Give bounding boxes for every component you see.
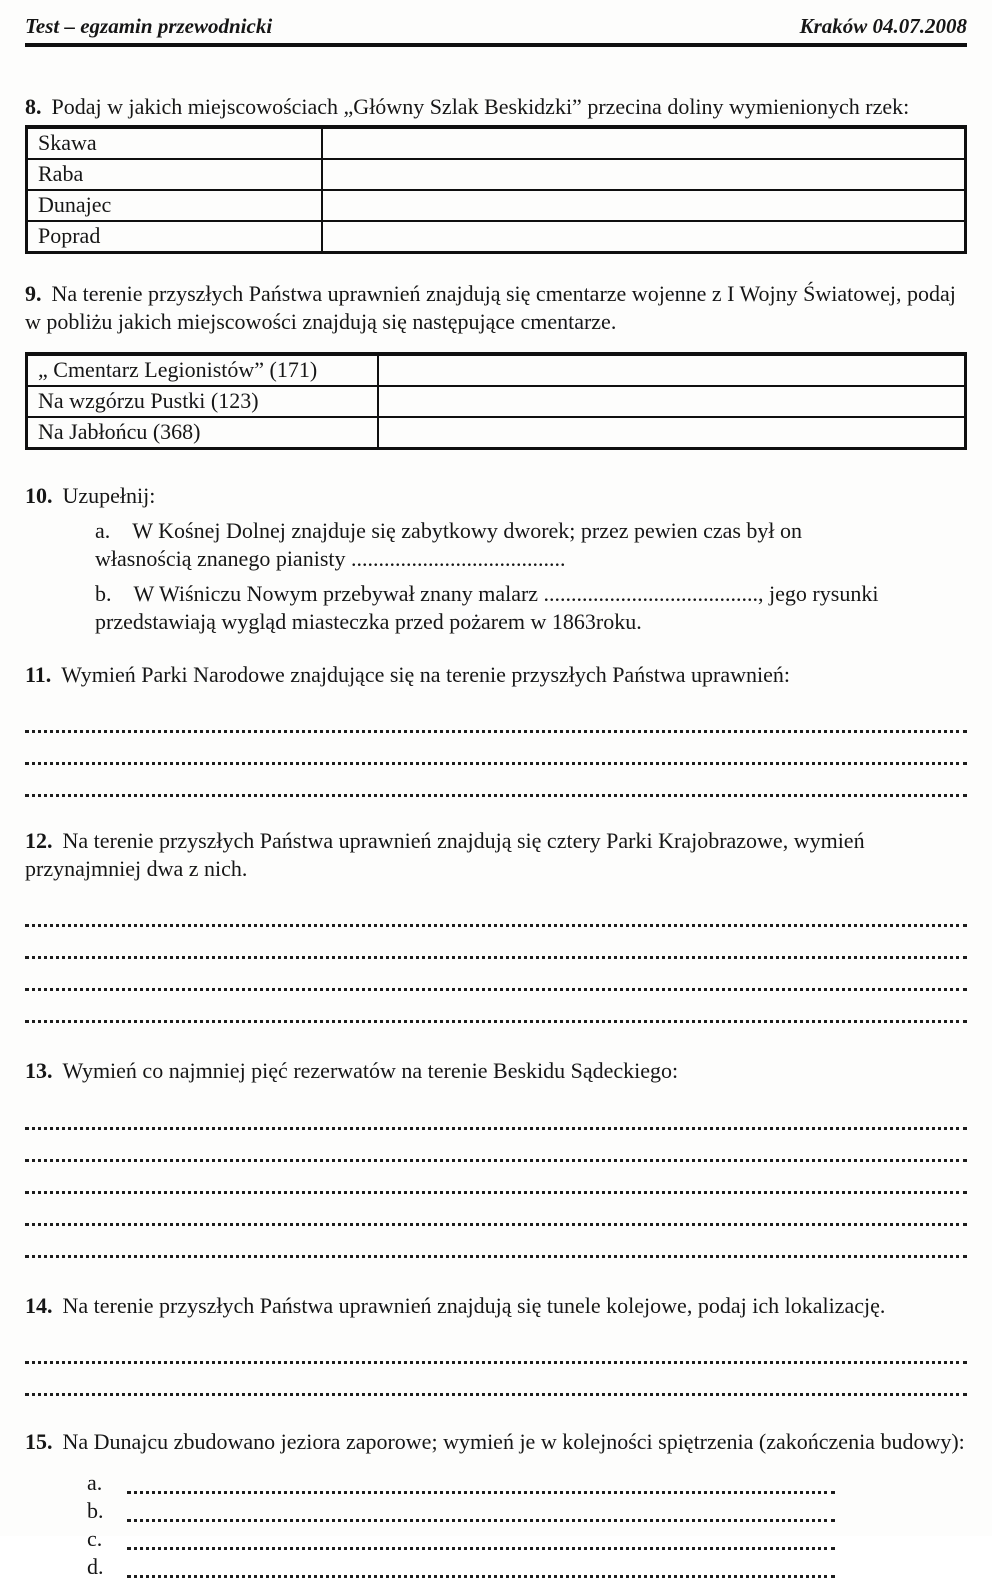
question-10-text bbox=[25, 482, 967, 510]
question-15-text bbox=[25, 1428, 967, 1456]
question-10-item-a bbox=[95, 517, 895, 574]
answer-line bbox=[25, 1194, 967, 1226]
table-row bbox=[28, 416, 964, 447]
question-body: Wymień Parki Narodowe znajdujące się na terenie przyszłych Państwa uprawnień: bbox=[61, 662, 790, 687]
question-11-answer-lines bbox=[25, 701, 967, 797]
question-15 bbox=[25, 1428, 967, 1578]
table-row bbox=[28, 356, 964, 385]
question-body: Na terenie przyszłych Państwa uprawnień znajdują się tunele kolejowe, podaj ich lokalizację. bbox=[62, 1292, 886, 1318]
answer-line bbox=[127, 1491, 835, 1522]
table-row bbox=[28, 158, 964, 189]
lettered-answer-line bbox=[87, 1494, 835, 1522]
answer-line bbox=[25, 1098, 967, 1130]
cemeteries-table bbox=[25, 352, 967, 450]
table-row-label: Raba bbox=[28, 160, 323, 189]
table-answer-cell bbox=[323, 129, 964, 158]
item-letter: c. bbox=[87, 1525, 103, 1551]
answer-line bbox=[25, 927, 967, 959]
table-row bbox=[28, 385, 964, 416]
item-text: W Kośnej Dolnej znajduje się zabytkowy dworek; przez pewien czas był on własnością znanego pianisty ....................................... bbox=[95, 517, 803, 572]
question-body: Podaj w jakich miejscowościach „Główny Szlak Beskidzki” przecina doliny wymienionych rzek: bbox=[51, 94, 910, 119]
table-row-label: Na Jabłońcu (368) bbox=[28, 418, 379, 447]
question-10-item-b bbox=[95, 580, 895, 637]
question-number: 12. bbox=[25, 828, 53, 854]
question-13 bbox=[25, 1057, 967, 1257]
answer-line bbox=[127, 1463, 835, 1494]
question-11 bbox=[25, 661, 967, 797]
question-number: 13. bbox=[25, 1058, 53, 1084]
answer-line bbox=[25, 991, 967, 1023]
answer-line bbox=[127, 1547, 835, 1578]
table-row-label: Na wzgórzu Pustki (123) bbox=[28, 387, 379, 416]
answer-line bbox=[25, 959, 967, 991]
table-row-label: Dunajec bbox=[28, 191, 323, 220]
table-answer-cell bbox=[379, 387, 964, 416]
question-number: 14. bbox=[25, 1292, 53, 1318]
answer-line bbox=[25, 1130, 967, 1162]
item-letter: a. bbox=[95, 517, 111, 543]
question-body: Na terenie przyszłych Państwa uprawnień znajdują się cmentarze wojenne z I Wojny Światowej, podaj w pobliżu jakich miejscowości znajdują się następujące cmentarze. bbox=[25, 281, 956, 335]
header-date: Kraków 04.07.2008 bbox=[799, 14, 967, 38]
question-8-text bbox=[25, 93, 967, 121]
question-12-text bbox=[25, 827, 967, 883]
question-number: 10. bbox=[25, 483, 53, 509]
table-answer-cell bbox=[323, 222, 964, 251]
answer-line bbox=[25, 733, 967, 765]
question-body: Na Dunajcu zbudowano jeziora zaporowe; wymień je w kolejności spiętrzenia (zakończenia budowy): bbox=[62, 1428, 965, 1454]
question-14 bbox=[25, 1292, 967, 1396]
question-number: 11. bbox=[25, 662, 52, 687]
answer-line bbox=[25, 1364, 967, 1396]
answer-line bbox=[25, 1332, 967, 1364]
answer-line bbox=[25, 701, 967, 733]
table-row-label: Skawa bbox=[28, 129, 323, 158]
lettered-answer-line bbox=[87, 1466, 835, 1494]
table-answer-cell bbox=[323, 160, 964, 189]
question-14-answer-lines bbox=[25, 1332, 967, 1396]
question-15-answer-lines bbox=[25, 1466, 967, 1578]
answer-line bbox=[127, 1519, 835, 1550]
item-letter: b. bbox=[95, 580, 112, 606]
answer-line bbox=[25, 765, 967, 797]
page-header bbox=[25, 14, 967, 47]
question-12-answer-lines bbox=[25, 895, 967, 1023]
question-11-text bbox=[25, 661, 967, 689]
table-row-label: Poprad bbox=[28, 222, 323, 251]
question-number: 9. bbox=[25, 281, 42, 307]
lettered-answer-line bbox=[87, 1550, 835, 1578]
question-9 bbox=[25, 280, 967, 450]
rivers-table bbox=[25, 125, 967, 254]
question-body: Uzupełnij: bbox=[62, 483, 156, 509]
table-row bbox=[28, 220, 964, 251]
answer-line bbox=[25, 1162, 967, 1194]
question-14-text bbox=[25, 1292, 967, 1320]
question-10 bbox=[25, 482, 967, 637]
question-body: Na terenie przyszłych Państwa uprawnień znajdują się cztery Parki Krajobrazowe, wymień przynajmniej dwa z nich. bbox=[25, 828, 865, 882]
table-answer-cell bbox=[323, 191, 964, 220]
table-row bbox=[28, 189, 964, 220]
question-number: 8. bbox=[25, 94, 42, 119]
question-13-text bbox=[25, 1057, 967, 1085]
item-letter: d. bbox=[87, 1553, 104, 1579]
question-9-text bbox=[25, 280, 967, 336]
answer-line bbox=[25, 1226, 967, 1258]
item-letter: b. bbox=[87, 1497, 104, 1523]
question-8 bbox=[25, 93, 967, 254]
question-12 bbox=[25, 827, 967, 1023]
item-text: W Wiśniczu Nowym przebywał znany malarz ......................................., jego rysunki przedstawiają wygląd miasteczka przed pożarem w 1863roku. bbox=[95, 580, 879, 635]
header-title: Test – egzamin przewodnicki bbox=[25, 14, 273, 38]
table-answer-cell bbox=[379, 418, 964, 447]
table-row-label: „ Cmentarz Legionistów” (171) bbox=[28, 356, 379, 385]
question-body: Wymień co najmniej pięć rezerwatów na terenie Beskidu Sądeckiego: bbox=[62, 1058, 679, 1084]
table-row bbox=[28, 129, 964, 158]
table-answer-cell bbox=[379, 356, 964, 385]
question-13-answer-lines bbox=[25, 1098, 967, 1258]
item-letter: a. bbox=[87, 1469, 103, 1495]
question-number: 15. bbox=[25, 1428, 53, 1454]
answer-line bbox=[25, 895, 967, 927]
